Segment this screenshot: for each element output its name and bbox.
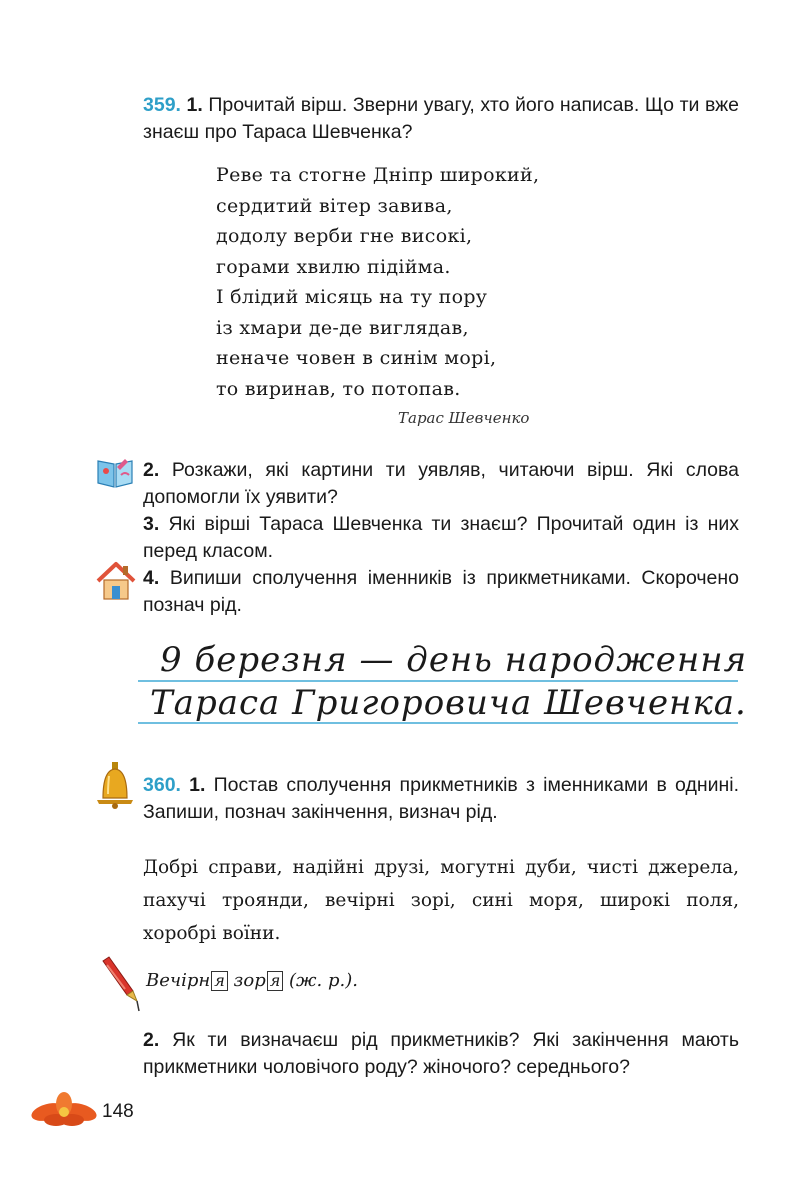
house-icon	[95, 560, 137, 602]
handwriting-line-2: Тараса Григоровича Шевченка.	[150, 683, 747, 723]
poem-line: сердитий вітер завива,	[216, 194, 453, 217]
task-text: Як ти визначаєш рід прикметників? Які закінчення мають прикметники чоловічого роду? жіночого? середнього?	[143, 1029, 739, 1078]
pen-icon	[97, 955, 141, 1015]
page-number: 148	[102, 1101, 134, 1122]
ex359-part1	[143, 92, 739, 146]
flower-icon	[28, 1090, 100, 1130]
ex359-part4	[143, 565, 739, 619]
poem-line: додолу верби гне високі,	[216, 225, 473, 247]
ex360-part2	[143, 1027, 739, 1081]
book-icon	[95, 455, 135, 489]
part-number: 1.	[189, 774, 206, 796]
ex359-part2	[143, 457, 739, 511]
ending-box: я	[267, 971, 284, 991]
part-number: 1.	[186, 94, 203, 116]
example-word: зор	[227, 970, 266, 991]
poem-line: із хмари де-де виглядав,	[216, 316, 469, 339]
poem-line: І блідий місяць на ту пору	[216, 286, 488, 308]
ex359-part3	[143, 511, 739, 565]
task-text: Постав сполучення прикметників з іменниками в однині. Запиши, познач закінчення, визнач рід.	[143, 774, 740, 823]
poem-line: то виринав, то потопав.	[216, 377, 461, 400]
exercise-number: 360.	[143, 774, 181, 796]
part-number: 4.	[143, 567, 160, 589]
poem-line: горами хвилю підійма.	[216, 255, 451, 278]
task-text: Які вірші Тараса Шевченка ти знаєш? Прочитай один із них перед класом.	[143, 513, 740, 562]
task-text: Розкажи, які картини ти уявляв, читаючи вірш. Які слова допомогли їх уявити?	[143, 459, 739, 508]
poem	[216, 160, 539, 404]
task-text: Випиши сполучення іменників із прикметниками. Скорочено познач рід.	[143, 567, 739, 616]
part-number: 2.	[143, 459, 160, 481]
example-line	[146, 970, 358, 991]
example-word: Вечірн	[146, 970, 211, 991]
part-number: 2.	[143, 1029, 160, 1051]
ruled-line	[138, 680, 738, 682]
exercise-number: 359.	[143, 94, 181, 116]
bell-icon	[93, 760, 137, 810]
part-number: 3.	[143, 513, 160, 535]
poem-author: Тарас Шевченко	[398, 409, 530, 427]
task-text: Прочитай вірш. Зверни увагу, хто його написав. Що ти вже знаєш про Тараса Шевченка?	[143, 94, 739, 143]
poem-line: Реве та стогне Дніпр широкий,	[216, 164, 540, 186]
poem-line: неначе човен в синім морі,	[216, 347, 497, 369]
ex360-part1	[143, 772, 739, 826]
ex360-phrases: Добрі справи, надійні друзі, могутні дуби, чисті джерела, пахучі троянди, вечірні зорі, сині моря, широкі поля, хоробрі воїни.	[143, 857, 739, 944]
ending-box: я	[211, 971, 228, 991]
gender-note: (ж. р.).	[283, 970, 358, 991]
handwriting-line-1: 9 березня — день народження	[160, 640, 748, 680]
